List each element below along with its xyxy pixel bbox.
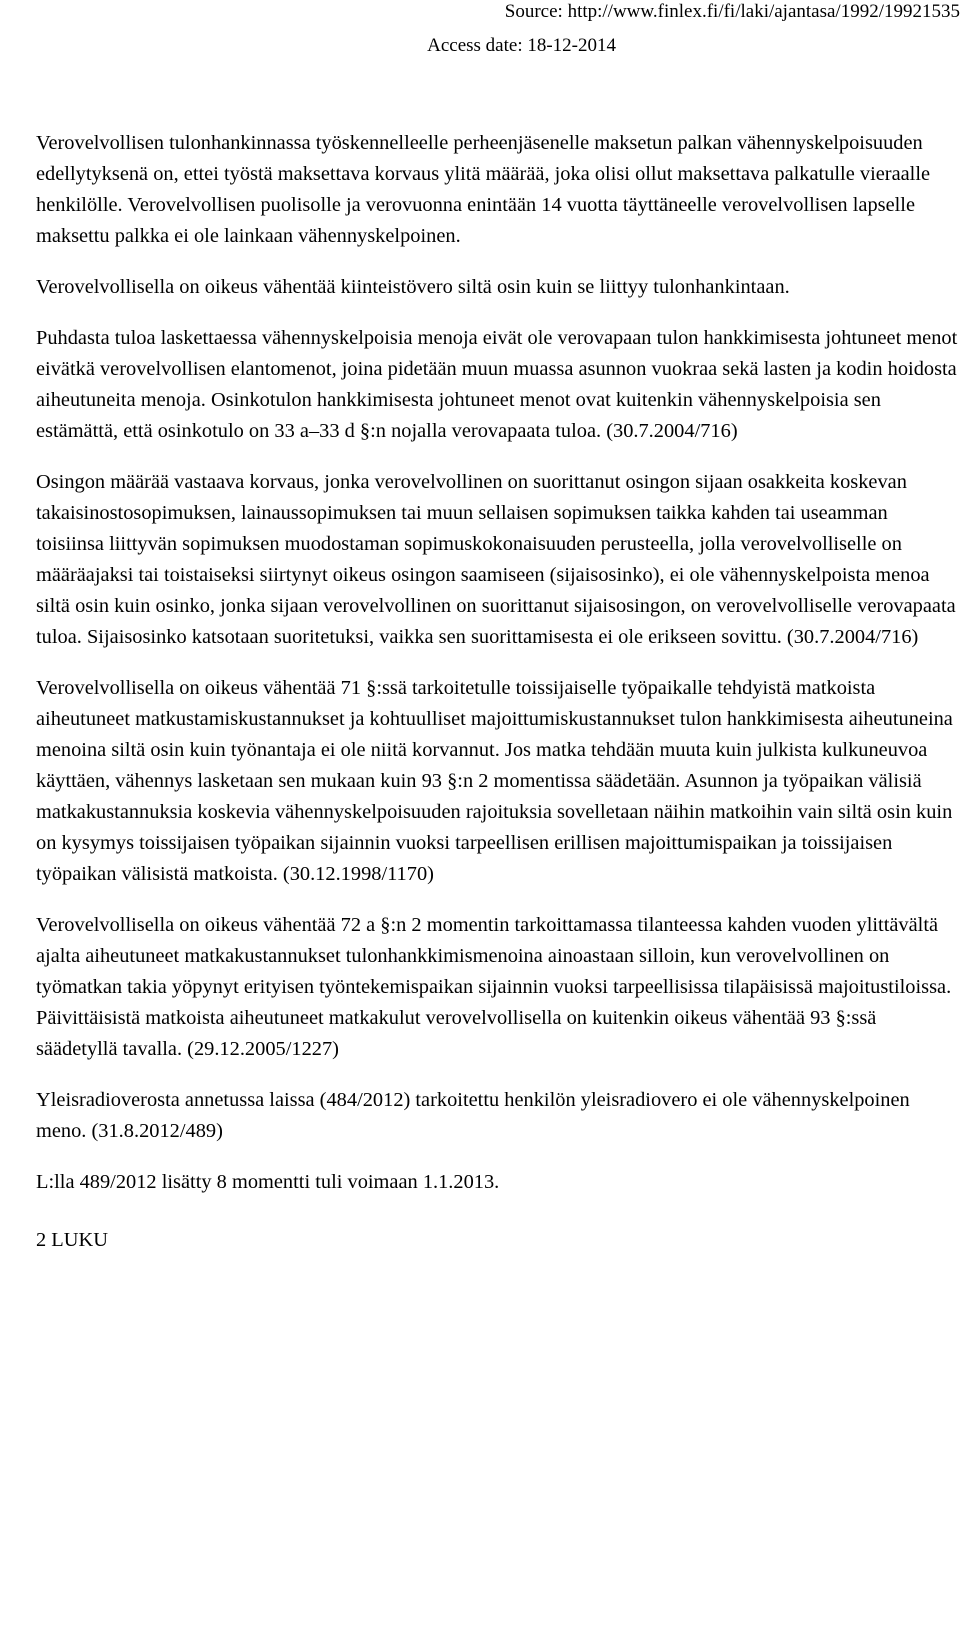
paragraph-entry-into-force: L:lla 489/2012 lisätty 8 momentti tuli voimaan 1.1.2013. (36, 1171, 500, 1193)
chapter-heading: 2 LUKU (36, 1229, 108, 1251)
paragraph-property-tax: Verovelvollisella on oikeus vähentää kiinteistövero siltä osin kuin se liittyy tulonhankintaan. (36, 276, 790, 298)
document-body (36, 128, 960, 1256)
paragraph-net-income-expenses: Puhdasta tuloa laskettaessa vähennyskelpoisia menoja eivät ole verovapaan tulon hankkimisesta johtuneet menot eivätkä verovelvollisen elantomenot, joina pidetään muun muassa asunnon vuokraa sekä lasten ja kodin hoidosta aiheutuneita menoja. Osinkotulon hankkimisesta johtuneet menot ovat kuitenkin vähennyskelpoisia sen estämättä, että osinkotulo on 33 a–33 d §:n nojalla verovapaata tuloa. (30.7.2004/716) (36, 327, 958, 442)
paragraph-substitute-dividend: Osingon määrää vastaava korvaus, jonka verovelvollinen on suorittanut osingon sijaan osakkeita koskevan takaisinostosopimuksen, lainaussopimuksen tai muun sellaisen sopimuksen taikka kahden tai useamman toisiinsa liittyvän sopimuksen muodostaman sopimuskokonaisuuden perusteella, jolla verovelvolliselle on määräajaksi tai toistaiseksi siirtynyt oikeus osingon saamiseen (sijaisosinko), ei ole vähennyskelpoista menoa siltä osin kuin osinko, jonka sijaan verovelvollinen on suorittanut sijaisosingon, on verovelvolliselle verovapaata tuloa. Sijaisosinko katsotaan suoritetuksi, vaikka sen suorittamisesta ei ole erikseen sovittu. (30.7.2004/716) (36, 471, 956, 648)
paragraph-secondary-workplace-travel: Verovelvollisella on oikeus vähentää 71 §:ssä tarkoitetulle toissijaiselle työpaikalle tehdyistä matkoista aiheutuneet matkustamiskustannukset ja kohtuulliset majoittumiskustannukset tulon hankkimisesta aiheutuneina menoina siltä osin kuin työnantaja ei ole niitä korvannut. Jos matka tehdään muuta kuin julkista kulkuneuvoa käyttäen, vähennys lasketaan sen mukaan kuin 93 §:n 2 momentissa säädetään. Asunnon ja työpaikan välisiä matkakustannuksia koskevia vähennyskelpoisuuden rajoituksia sovelletaan näihin matkoihin vain siltä osin kuin on kysymys toissijaisen työpaikan sijainnin vuoksi tarpeellisen erillisen majoittumispaikan ja toissijaisen työpaikan välisistä matkoista. (30.12.1998/1170) (36, 677, 953, 885)
paragraph-broadcasting-tax: Yleisradioverosta annetussa laissa (484/2012) tarkoitettu henkilön yleisradiovero ei ole vähennyskelpoinen meno. (31.8.2012/489) (36, 1089, 910, 1142)
paragraph-travel-costs-two-years: Verovelvollisella on oikeus vähentää 72 a §:n 2 momentin tarkoittamassa tilanteessa kahden vuoden ylittävältä ajalta aiheutuneet matkakustannukset tulonhankkimismenoina ainoastaan silloin, kun verovelvollinen on työmatkan takia yöpynyt erityisen työntekemispaikan sijainnin vuoksi tarpeellisissa tilapäisissä majoitustiloissa. Päivittäisistä matkoista aiheutuneet matkakulut verovelvollisella on kuitenkin oikeus vähentää 93 §:ssä säädetyllä tavalla. (29.12.2005/1227) (36, 914, 952, 1060)
paragraph-family-member-salary: Verovelvollisen tulonhankinnassa työskennelleelle perheenjäsenelle maksetun palkan vähennyskelpoisuuden edellytyksenä on, ettei työstä maksettava korvaus ylitä määrää, joka olisi ollut maksettava palkatulle vieraalle henkilölle. Verovelvollisen puolisolle ja verovuonna enintään 14 vuotta täyttäneelle verovelvollisen lapselle maksettu palkka ei ole lainkaan vähennyskelpoinen. (36, 132, 931, 247)
page-header (0, 0, 960, 66)
access-date: Access date: 18-12-2014 (427, 35, 616, 56)
source-line: Source: http://www.finlex.fi/fi/laki/ajantasa/1992/19921535 (504, 1, 960, 22)
